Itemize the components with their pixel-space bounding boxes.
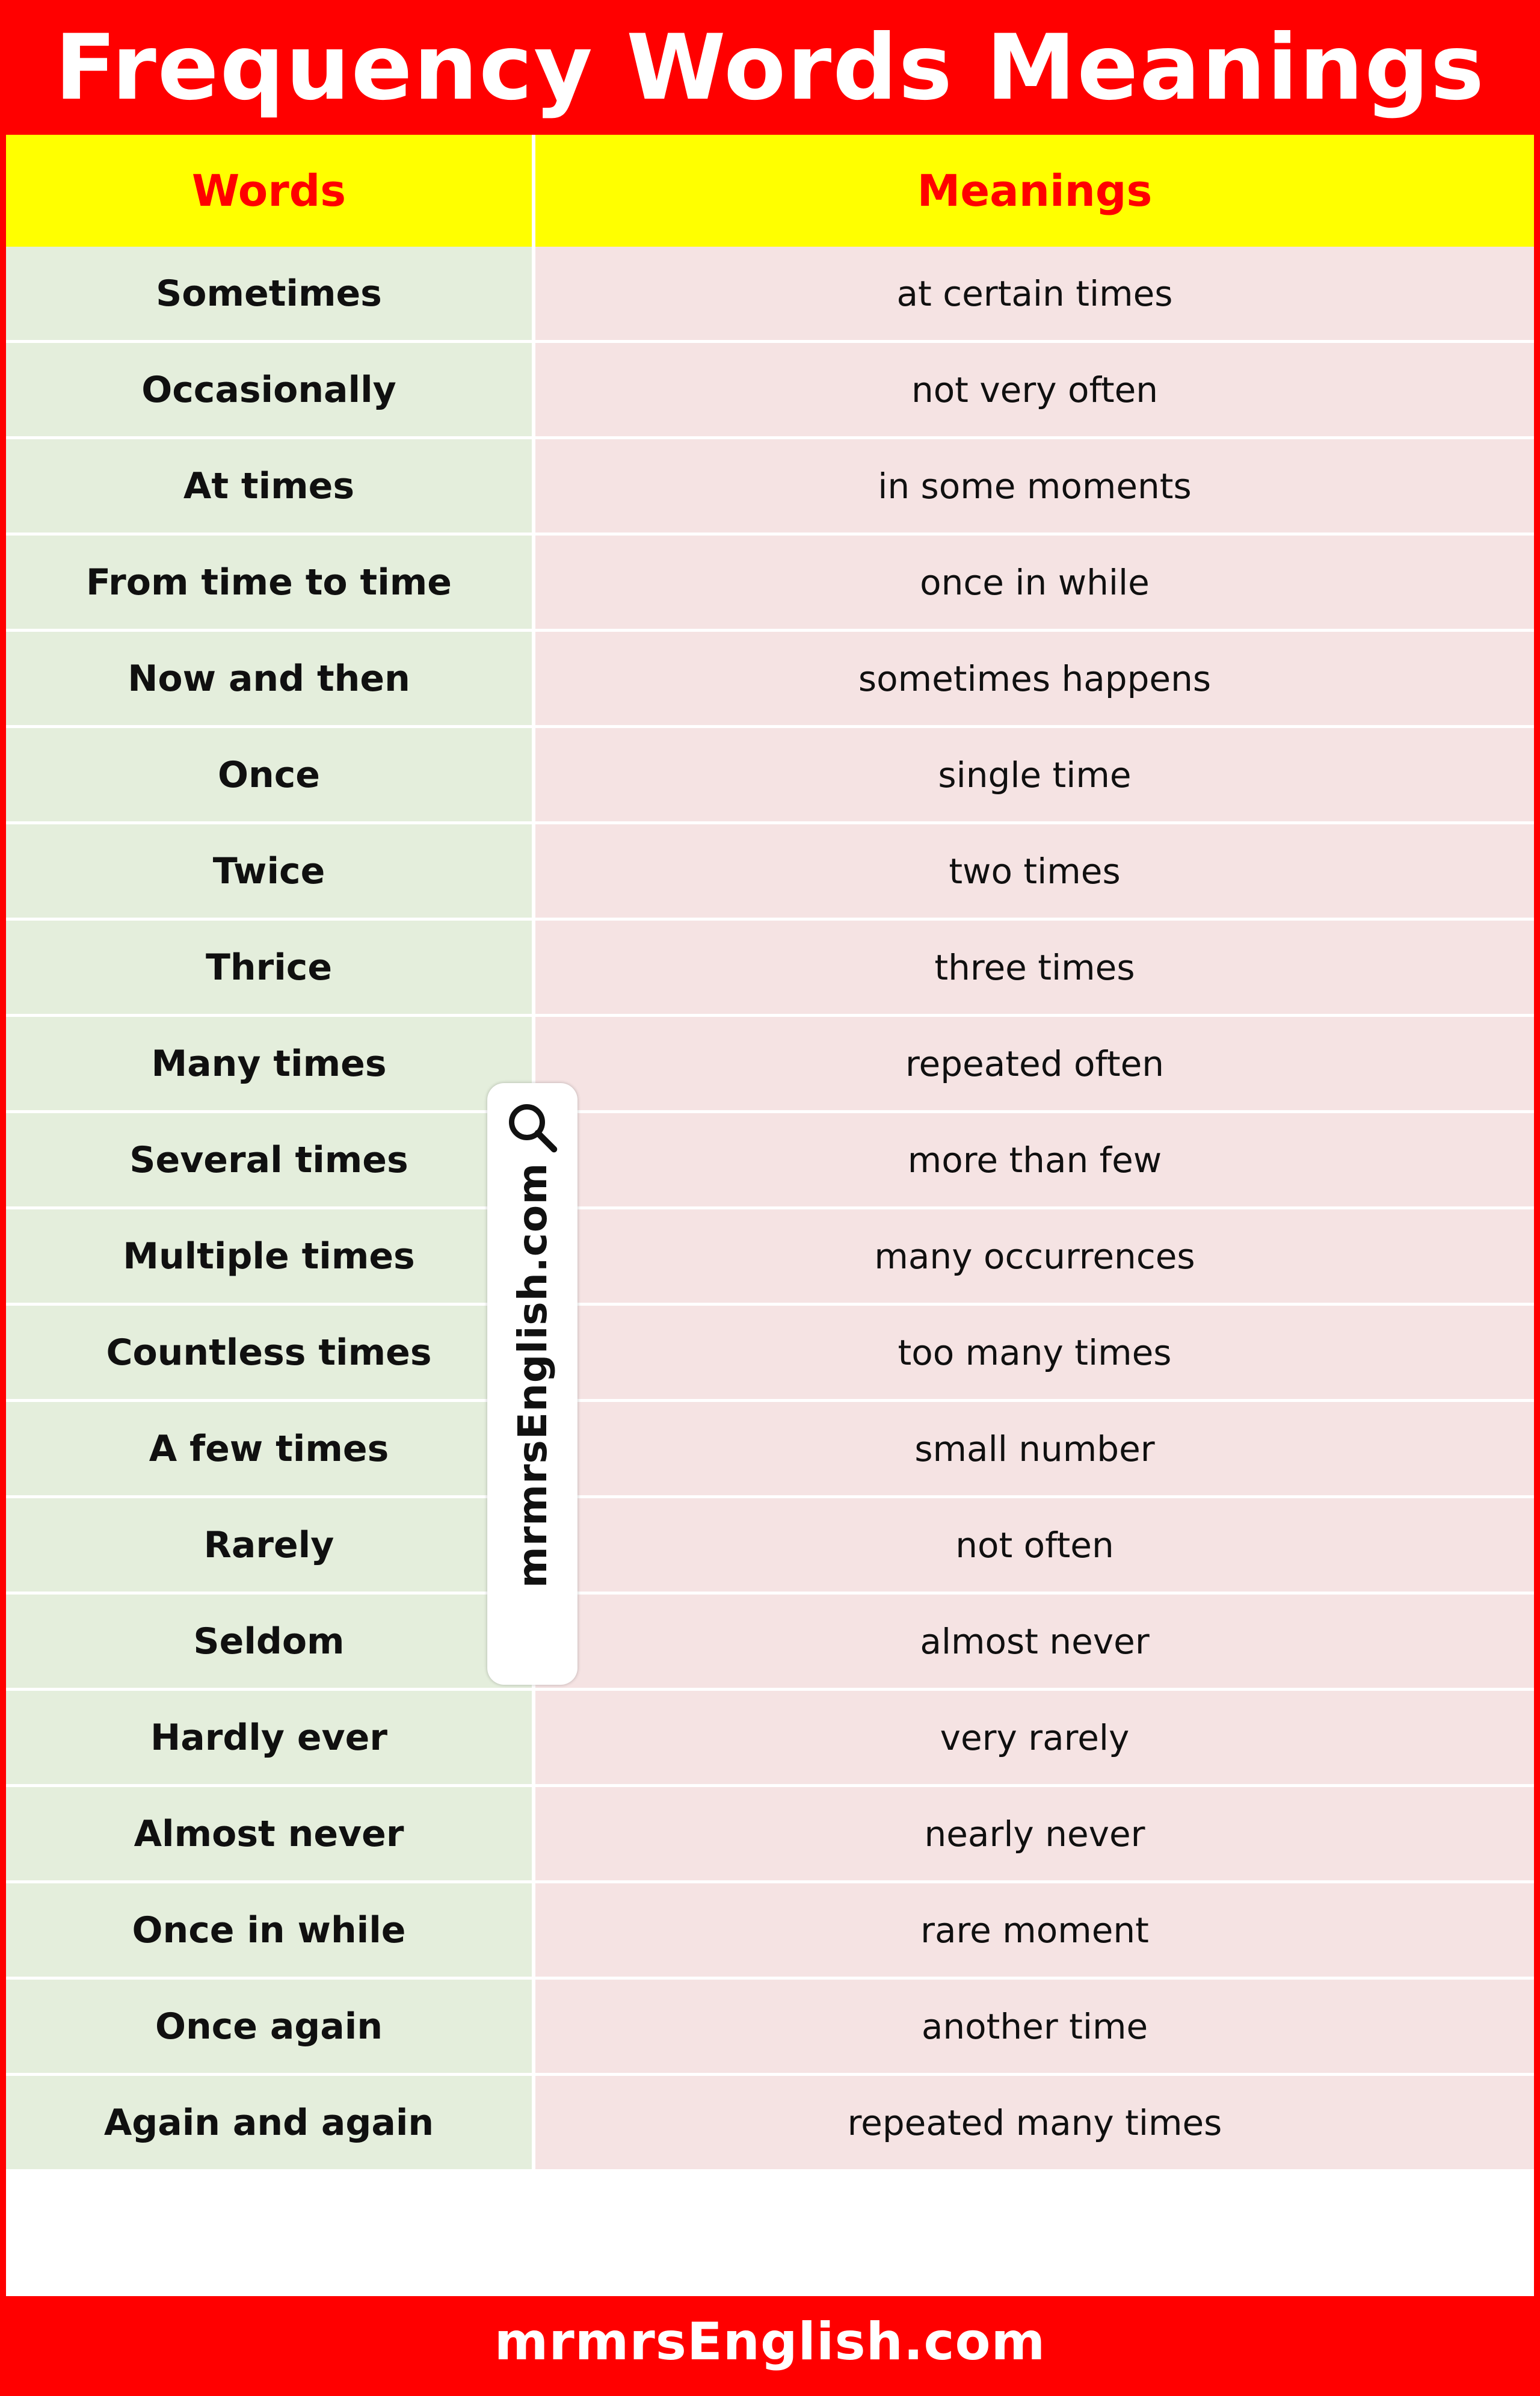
word-cell: Now and then <box>6 632 535 728</box>
table-row <box>6 1209 1534 1306</box>
word-cell: Rarely <box>6 1498 535 1595</box>
table-row <box>6 1787 1534 1883</box>
word-cell: Several times <box>6 1113 535 1209</box>
meaning-cell: in some moments <box>535 439 1534 536</box>
word-cell: Many times <box>6 1017 535 1113</box>
word-cell: Again and again <box>6 2076 535 2172</box>
meaning-cell: too many times <box>535 1306 1534 1402</box>
table-row <box>6 2076 1534 2172</box>
meaning-cell: two times <box>535 824 1534 921</box>
column-header-words: Words <box>6 135 535 247</box>
table-row <box>6 1980 1534 2076</box>
meaning-cell: not often <box>535 1498 1534 1595</box>
word-cell: Once <box>6 728 535 824</box>
meaning-cell: three times <box>535 921 1534 1017</box>
footer-branding: mrmrsEnglish.com <box>6 2296 1534 2390</box>
table-row <box>6 1113 1534 1209</box>
meaning-cell: sometimes happens <box>535 632 1534 728</box>
watermark <box>487 1083 578 1685</box>
page-title: Frequency Words Meanings <box>6 6 1534 135</box>
word-cell: Once in while <box>6 1883 535 1980</box>
table-row <box>6 1595 1534 1691</box>
word-cell: At times <box>6 439 535 536</box>
table-row <box>6 1017 1534 1113</box>
table-row <box>6 1691 1534 1787</box>
word-cell: Sometimes <box>6 247 535 343</box>
watermark-text: mrmrsEnglish.com <box>509 1162 556 1589</box>
meaning-cell: small number <box>535 1402 1534 1498</box>
table-row <box>6 921 1534 1017</box>
table-row <box>6 536 1534 632</box>
table-row <box>6 824 1534 921</box>
word-cell: Multiple times <box>6 1209 535 1306</box>
meaning-cell: at certain times <box>535 247 1534 343</box>
table-row <box>6 439 1534 536</box>
table-row <box>6 1402 1534 1498</box>
magnifier-icon <box>504 1099 561 1156</box>
word-cell: Once again <box>6 1980 535 2076</box>
meaning-cell: rare moment <box>535 1883 1534 1980</box>
meaning-cell: not very often <box>535 343 1534 439</box>
table-header-row <box>6 135 1534 247</box>
word-cell: Almost never <box>6 1787 535 1883</box>
meaning-cell: very rarely <box>535 1691 1534 1787</box>
table-row <box>6 247 1534 343</box>
word-cell: A few times <box>6 1402 535 1498</box>
word-cell: Thrice <box>6 921 535 1017</box>
table-row <box>6 1498 1534 1595</box>
frequency-words-table <box>6 135 1534 2296</box>
word-cell: Countless times <box>6 1306 535 1402</box>
meaning-cell: nearly never <box>535 1787 1534 1883</box>
word-cell: Seldom <box>6 1595 535 1691</box>
meaning-cell: repeated often <box>535 1017 1534 1113</box>
word-cell: Hardly ever <box>6 1691 535 1787</box>
table-row <box>6 1883 1534 1980</box>
meaning-cell: more than few <box>535 1113 1534 1209</box>
column-header-meanings: Meanings <box>535 135 1534 247</box>
table-row <box>6 343 1534 439</box>
meaning-cell: many occurrences <box>535 1209 1534 1306</box>
word-cell: Twice <box>6 824 535 921</box>
meaning-cell: single time <box>535 728 1534 824</box>
word-cell: Occasionally <box>6 343 535 439</box>
meaning-cell: almost never <box>535 1595 1534 1691</box>
table-row <box>6 728 1534 824</box>
meaning-cell: once in while <box>535 536 1534 632</box>
table-row <box>6 1306 1534 1402</box>
meaning-cell: another time <box>535 1980 1534 2076</box>
table-row <box>6 632 1534 728</box>
word-cell: From time to time <box>6 536 535 632</box>
meaning-cell: repeated many times <box>535 2076 1534 2172</box>
